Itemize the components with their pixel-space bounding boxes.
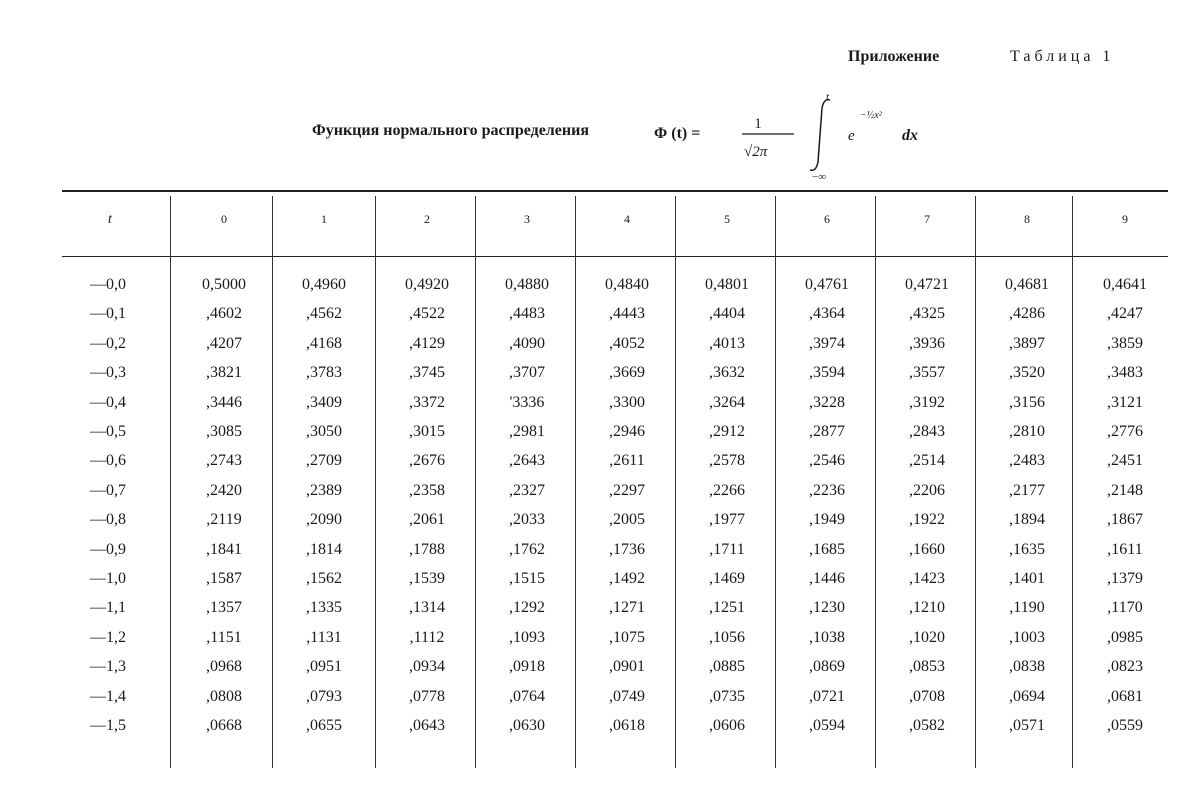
table-cell: ,1251 <box>709 599 745 617</box>
table-cell: ,1230 <box>809 599 845 617</box>
table-cell: ,0630 <box>509 717 545 734</box>
table-cell: ,1736 <box>609 540 645 558</box>
table-cell: 0,4681 <box>1005 276 1049 293</box>
table-row <box>62 305 1168 331</box>
table-cell: ,2981 <box>509 423 545 440</box>
table-row <box>62 276 1168 302</box>
table-cell: ,1170 <box>1107 599 1143 617</box>
table-cell: ,3557 <box>909 364 945 382</box>
table-cell: ,1112 <box>409 628 445 646</box>
table-cell: ,2236 <box>809 481 845 499</box>
table-cell: ,1379 <box>1107 570 1143 587</box>
exponent: −½x² <box>860 110 882 121</box>
table-cell: ,1151 <box>206 628 242 646</box>
table-cell: ,3446 <box>206 393 242 411</box>
table-cell: ,2578 <box>709 452 745 470</box>
table-caption <box>312 88 1012 184</box>
table-cell: ,1314 <box>409 599 445 617</box>
table-row <box>62 688 1168 714</box>
table-number-label: Таблица 1 <box>1010 48 1115 65</box>
table-row <box>62 423 1168 449</box>
table-cell: ,1660 <box>909 540 945 558</box>
row-label-t: —0,9 <box>90 540 126 558</box>
fraction-numerator: 1 <box>754 116 762 132</box>
caption-text: Функция нормального распределения <box>312 122 589 139</box>
column-header-t: t <box>108 212 112 227</box>
table-header-rule <box>62 256 1168 257</box>
table-cell: ,4013 <box>709 334 745 352</box>
row-label-t: —1,5 <box>90 717 126 734</box>
table-cell: ,3821 <box>206 364 242 382</box>
table-cell: ,2090 <box>306 511 342 529</box>
table-cell: ,4404 <box>709 305 745 323</box>
column-header-9: 9 <box>1122 212 1128 226</box>
table-row <box>62 452 1168 478</box>
table-row <box>62 658 1168 684</box>
row-label-t: —1,2 <box>90 628 126 646</box>
table-row <box>62 482 1168 508</box>
table-cell: ,2877 <box>809 423 845 440</box>
column-header-6: 6 <box>824 212 830 226</box>
row-label-t: —1,3 <box>90 658 126 676</box>
table-cell: ,1611 <box>1107 540 1143 558</box>
row-label-t: —1,4 <box>90 687 126 705</box>
table-cell: ,1711 <box>709 540 745 558</box>
table-cell: ,1867 <box>1107 511 1143 529</box>
table-cell: ,2483 <box>1009 452 1045 470</box>
table-cell: ,0869 <box>809 658 845 676</box>
table-cell: ,4602 <box>206 305 242 323</box>
table-cell: ,3372 <box>409 393 445 411</box>
table-cell: ,2611 <box>609 452 645 470</box>
table-cell: ,0838 <box>1009 658 1045 676</box>
table-cell: ,2206 <box>909 481 945 499</box>
table-cell: ,0764 <box>509 687 545 705</box>
table-cell: ,3974 <box>809 334 845 352</box>
table-cell: ,0643 <box>409 717 445 734</box>
table-cell: ,1038 <box>809 628 845 646</box>
table-cell: ,4443 <box>609 305 645 323</box>
row-label-t: —0,1 <box>90 305 126 323</box>
table-cell: ,0749 <box>609 687 645 705</box>
table-cell: ,2389 <box>306 481 342 499</box>
table-cell: 0,5000 <box>202 276 246 293</box>
table-cell: ,2297 <box>609 481 645 499</box>
table-cell: 0,4801 <box>705 276 749 293</box>
table-cell: ,4168 <box>306 334 342 352</box>
table-cell: ,3745 <box>409 364 445 382</box>
table-cell: ,0708 <box>909 687 945 705</box>
table-cell: ,1335 <box>306 599 342 617</box>
table-cell: ,2546 <box>809 452 845 470</box>
table-cell: ,3085 <box>206 423 242 440</box>
row-label-t: —0,8 <box>90 511 126 529</box>
table-cell: ,3409 <box>306 393 342 411</box>
column-header-0: 0 <box>221 212 227 226</box>
table-cell: ,0793 <box>306 687 342 705</box>
table-cell: ,0918 <box>509 658 545 676</box>
table-cell: ,3121 <box>1107 393 1143 411</box>
table-cell: ,2709 <box>306 452 342 470</box>
table-cell: ,0823 <box>1107 658 1143 676</box>
table-cell: 0,4761 <box>805 276 849 293</box>
table-cell: ,2514 <box>909 452 945 470</box>
table-cell: ,0985 <box>1107 628 1143 646</box>
table-cell: ,1446 <box>809 570 845 587</box>
table-cell: ,1056 <box>709 628 745 646</box>
table-cell: ,1131 <box>306 628 342 646</box>
table-row <box>62 511 1168 537</box>
integral-lower-limit: −∞ <box>812 171 827 183</box>
column-header-2: 2 <box>424 212 430 226</box>
column-header-3: 3 <box>524 212 530 226</box>
table-cell: ,4562 <box>306 305 342 323</box>
table-cell: ,1949 <box>809 511 845 529</box>
table-cell: ,1492 <box>609 570 645 587</box>
table-cell: ,2776 <box>1107 423 1143 440</box>
row-label-t: —0,6 <box>90 452 126 470</box>
table-cell: ,3783 <box>306 364 342 382</box>
table-cell: ,3897 <box>1009 334 1045 352</box>
table-cell: 0,4880 <box>505 276 549 293</box>
table-cell: '3336 <box>509 393 545 411</box>
table-cell: 0,4721 <box>905 276 949 293</box>
table-cell: ,3228 <box>809 393 845 411</box>
table-row <box>62 541 1168 567</box>
table-cell: ,1469 <box>709 570 745 587</box>
table-cell: ,3707 <box>509 364 545 382</box>
table-cell: ,3632 <box>709 364 745 382</box>
table-cell: ,1922 <box>909 511 945 529</box>
table-cell: ,0901 <box>609 658 645 676</box>
table-cell: 0,4960 <box>302 276 346 293</box>
table-cell: ,1271 <box>609 599 645 617</box>
table-cell: ,2843 <box>909 423 945 440</box>
table-cell: ,4522 <box>409 305 445 323</box>
row-label-t: —0,3 <box>90 364 126 382</box>
table-cell: ,4364 <box>809 305 845 323</box>
table-cell: ,4052 <box>609 334 645 352</box>
table-cell: ,0778 <box>409 687 445 705</box>
table-cell: ,1814 <box>306 540 342 558</box>
table-cell: ,0853 <box>909 658 945 676</box>
table-cell: ,0694 <box>1009 687 1045 705</box>
formula-lhs: Φ (t) = <box>654 125 701 142</box>
table-cell: ,2912 <box>709 423 745 440</box>
table-cell: ,4286 <box>1009 305 1045 323</box>
table-cell: ,1635 <box>1009 540 1045 558</box>
fraction-denominator: √2π <box>744 144 768 160</box>
table-cell: ,4129 <box>409 334 445 352</box>
table-cell: ,0934 <box>409 658 445 676</box>
table-cell: ,0618 <box>609 717 645 734</box>
table-cell: ,1075 <box>609 628 645 646</box>
table-cell: 0,4840 <box>605 276 649 293</box>
table-cell: ,2676 <box>409 452 445 470</box>
table-cell: ,3859 <box>1107 334 1143 352</box>
table-cell: ,1020 <box>909 628 945 646</box>
table-cell: ,1515 <box>509 570 545 587</box>
table-cell: ,0968 <box>206 658 242 676</box>
column-header-1: 1 <box>321 212 327 226</box>
table-cell: ,0594 <box>809 717 845 734</box>
table-cell: ,4325 <box>909 305 945 323</box>
table-cell: ,2420 <box>206 481 242 499</box>
table-cell: ,3669 <box>609 364 645 382</box>
table-top-rule <box>62 190 1168 192</box>
table-row <box>62 629 1168 655</box>
table-cell: ,0681 <box>1107 687 1143 705</box>
column-header-8: 8 <box>1024 212 1030 226</box>
table-cell: ,4090 <box>509 334 545 352</box>
table-cell: ,3483 <box>1107 364 1143 382</box>
table-cell: ,4483 <box>509 305 545 323</box>
column-header-7: 7 <box>924 212 930 226</box>
table-cell: ,1841 <box>206 540 242 558</box>
table-cell: ,2148 <box>1107 481 1143 499</box>
table-cell: ,1093 <box>509 628 545 646</box>
table-cell: ,2266 <box>709 481 745 499</box>
table-cell: ,2946 <box>609 423 645 440</box>
table-cell: ,1762 <box>509 540 545 558</box>
table-row <box>62 717 1168 743</box>
table-cell: ,2743 <box>206 452 242 470</box>
table-cell: ,0735 <box>709 687 745 705</box>
table-cell: ,1894 <box>1009 511 1045 529</box>
table-cell: ,2033 <box>509 511 545 529</box>
table-row <box>62 394 1168 420</box>
table-cell: ,2810 <box>1009 423 1045 440</box>
row-label-t: —1,1 <box>90 599 126 617</box>
integral-sign <box>810 100 830 171</box>
table-cell: ,3192 <box>909 393 945 411</box>
exponential-base: e <box>848 128 855 144</box>
table-cell: ,2119 <box>206 511 242 529</box>
column-header-4: 4 <box>624 212 630 226</box>
table-cell: ,0885 <box>709 658 745 676</box>
table-cell: ,2061 <box>409 511 445 529</box>
row-label-t: —1,0 <box>90 570 126 587</box>
table-cell: ,3050 <box>306 423 342 440</box>
table-cell: ,0571 <box>1009 717 1045 734</box>
differential: dx <box>902 127 918 144</box>
table-row <box>62 599 1168 625</box>
table-cell: 0,4641 <box>1103 276 1147 293</box>
table-row <box>62 364 1168 390</box>
table-cell: ,1423 <box>909 570 945 587</box>
table-cell: ,1587 <box>206 570 242 587</box>
table-cell: ,2327 <box>509 481 545 499</box>
table-cell: ,0951 <box>306 658 342 676</box>
table-cell: ,1977 <box>709 511 745 529</box>
table-cell: ,3015 <box>409 423 445 440</box>
row-label-t: —0,7 <box>90 481 126 499</box>
row-label-t: —0,2 <box>90 334 126 352</box>
table-cell: ,0582 <box>909 717 945 734</box>
table-cell: ,0655 <box>306 717 342 734</box>
table-cell: ,1357 <box>206 599 242 617</box>
table-cell: ,4247 <box>1107 305 1143 323</box>
table-cell: ,0808 <box>206 687 242 705</box>
table-cell: ,4207 <box>206 334 242 352</box>
table-cell: ,1539 <box>409 570 445 587</box>
row-label-t: —0,5 <box>90 423 126 440</box>
table-cell: ,3300 <box>609 393 645 411</box>
table-cell: ,1685 <box>809 540 845 558</box>
table-cell: ,3936 <box>909 334 945 352</box>
table-cell: ,3264 <box>709 393 745 411</box>
table-cell: ,2005 <box>609 511 645 529</box>
appendix-label: Приложение <box>848 48 940 65</box>
table-cell: ,1210 <box>909 599 945 617</box>
table-cell: ,1190 <box>1009 599 1045 617</box>
table-cell: ,0721 <box>809 687 845 705</box>
table-cell: ,0606 <box>709 717 745 734</box>
table-cell: ,2643 <box>509 452 545 470</box>
table-cell: ,1401 <box>1009 570 1045 587</box>
table-cell: ,2177 <box>1009 481 1045 499</box>
table-cell: 0,4920 <box>405 276 449 293</box>
row-label-t: —0,4 <box>90 393 126 411</box>
table-cell: ,3520 <box>1009 364 1045 382</box>
table-cell: ,1003 <box>1009 628 1045 646</box>
table-cell: ,2358 <box>409 481 445 499</box>
formula <box>312 88 1012 184</box>
table-row <box>62 335 1168 361</box>
table-cell: ,0668 <box>206 717 242 734</box>
table-cell: ,0559 <box>1107 717 1143 734</box>
row-label-t: —0,0 <box>90 276 126 293</box>
column-header-5: 5 <box>724 212 730 226</box>
table-row <box>62 570 1168 596</box>
table-cell: ,1562 <box>306 570 342 587</box>
table-cell: ,2451 <box>1107 452 1143 470</box>
table-cell: ,3156 <box>1009 393 1045 411</box>
integral-upper-limit: t <box>826 91 830 103</box>
table-cell: ,1788 <box>409 540 445 558</box>
table-cell: ,3594 <box>809 364 845 382</box>
table-cell: ,1292 <box>509 599 545 617</box>
